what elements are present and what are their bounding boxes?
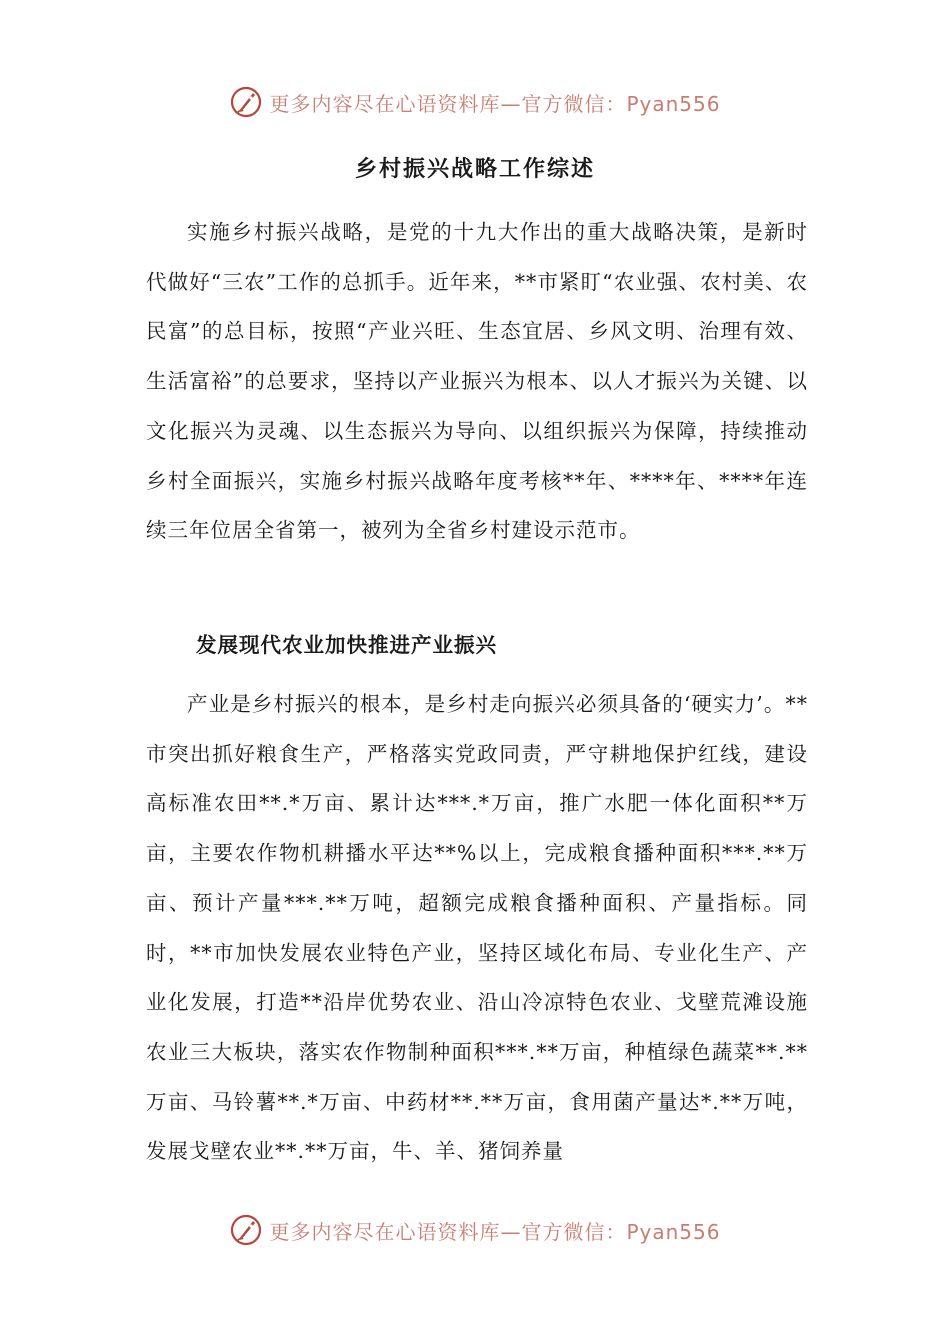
quill-pen-logo-icon bbox=[229, 85, 263, 119]
watermark-text: 更多内容尽在心语资料库—官方微信：Pyan556 bbox=[269, 91, 721, 116]
watermark-text: 更多内容尽在心语资料库—官方微信：Pyan556 bbox=[269, 1219, 721, 1244]
section-paragraph: 产业是乡村振兴的根本，是乡村走向振兴必须具备的‘硬实力’。**市突出抓好粮食生产，严格落实党政同责，严守耕地保护红线，建设高标准农田**.*万亩、累计达***.*万亩，推广水肥一体化面积**万亩，主要农作物机耕播水平达**%以上，完成粮食播种面积***.**万亩、预计产量***.**万吨，超额完成粮食播种面积、产量指标。同时，**市加快发展农业特色产业，坚持区域化布局、专业化生产、产业化发展，打造**沿岸优势农业、沿山冷凉特色农业、戈壁荒滩设施农业三大板块，落实农作物制种面积***.**万亩，种植绿色蔬菜**.**万亩、马铃薯**.*万亩、中药材**.**万亩，食用菌产量达*.**万吨，发展戈壁农业**.**万亩，牛、羊、猪饲养量 bbox=[146, 692, 808, 1164]
intro-paragraph: 实施乡村振兴战略，是党的十九大作出的重大战略决策，是新时代做好“三农”工作的总抓手。近年来，**市紧盯“农业强、农村美、农民富”的总目标，按照“产业兴旺、生态宜居、乡风文明、治理有效、生活富裕”的总要求，坚持以产业振兴为根本、以人才振兴为关键、以文化振兴为灵魂、以生态振兴为导向、以组织振兴为保障，持续推动乡村全面振兴，实施乡村振兴战略年度考核**年、****年、****年连续三年位居全省第一，被列为全省乡村建设示范市。 bbox=[146, 220, 808, 543]
page-title: 乡村振兴战略工作综述 bbox=[354, 156, 595, 182]
top-watermark-banner bbox=[0, 80, 950, 124]
bottom-watermark-banner bbox=[0, 1208, 950, 1252]
section-heading: 发展现代农业加快推进产业振兴 bbox=[196, 633, 497, 657]
quill-pen-logo-icon bbox=[229, 1213, 263, 1247]
